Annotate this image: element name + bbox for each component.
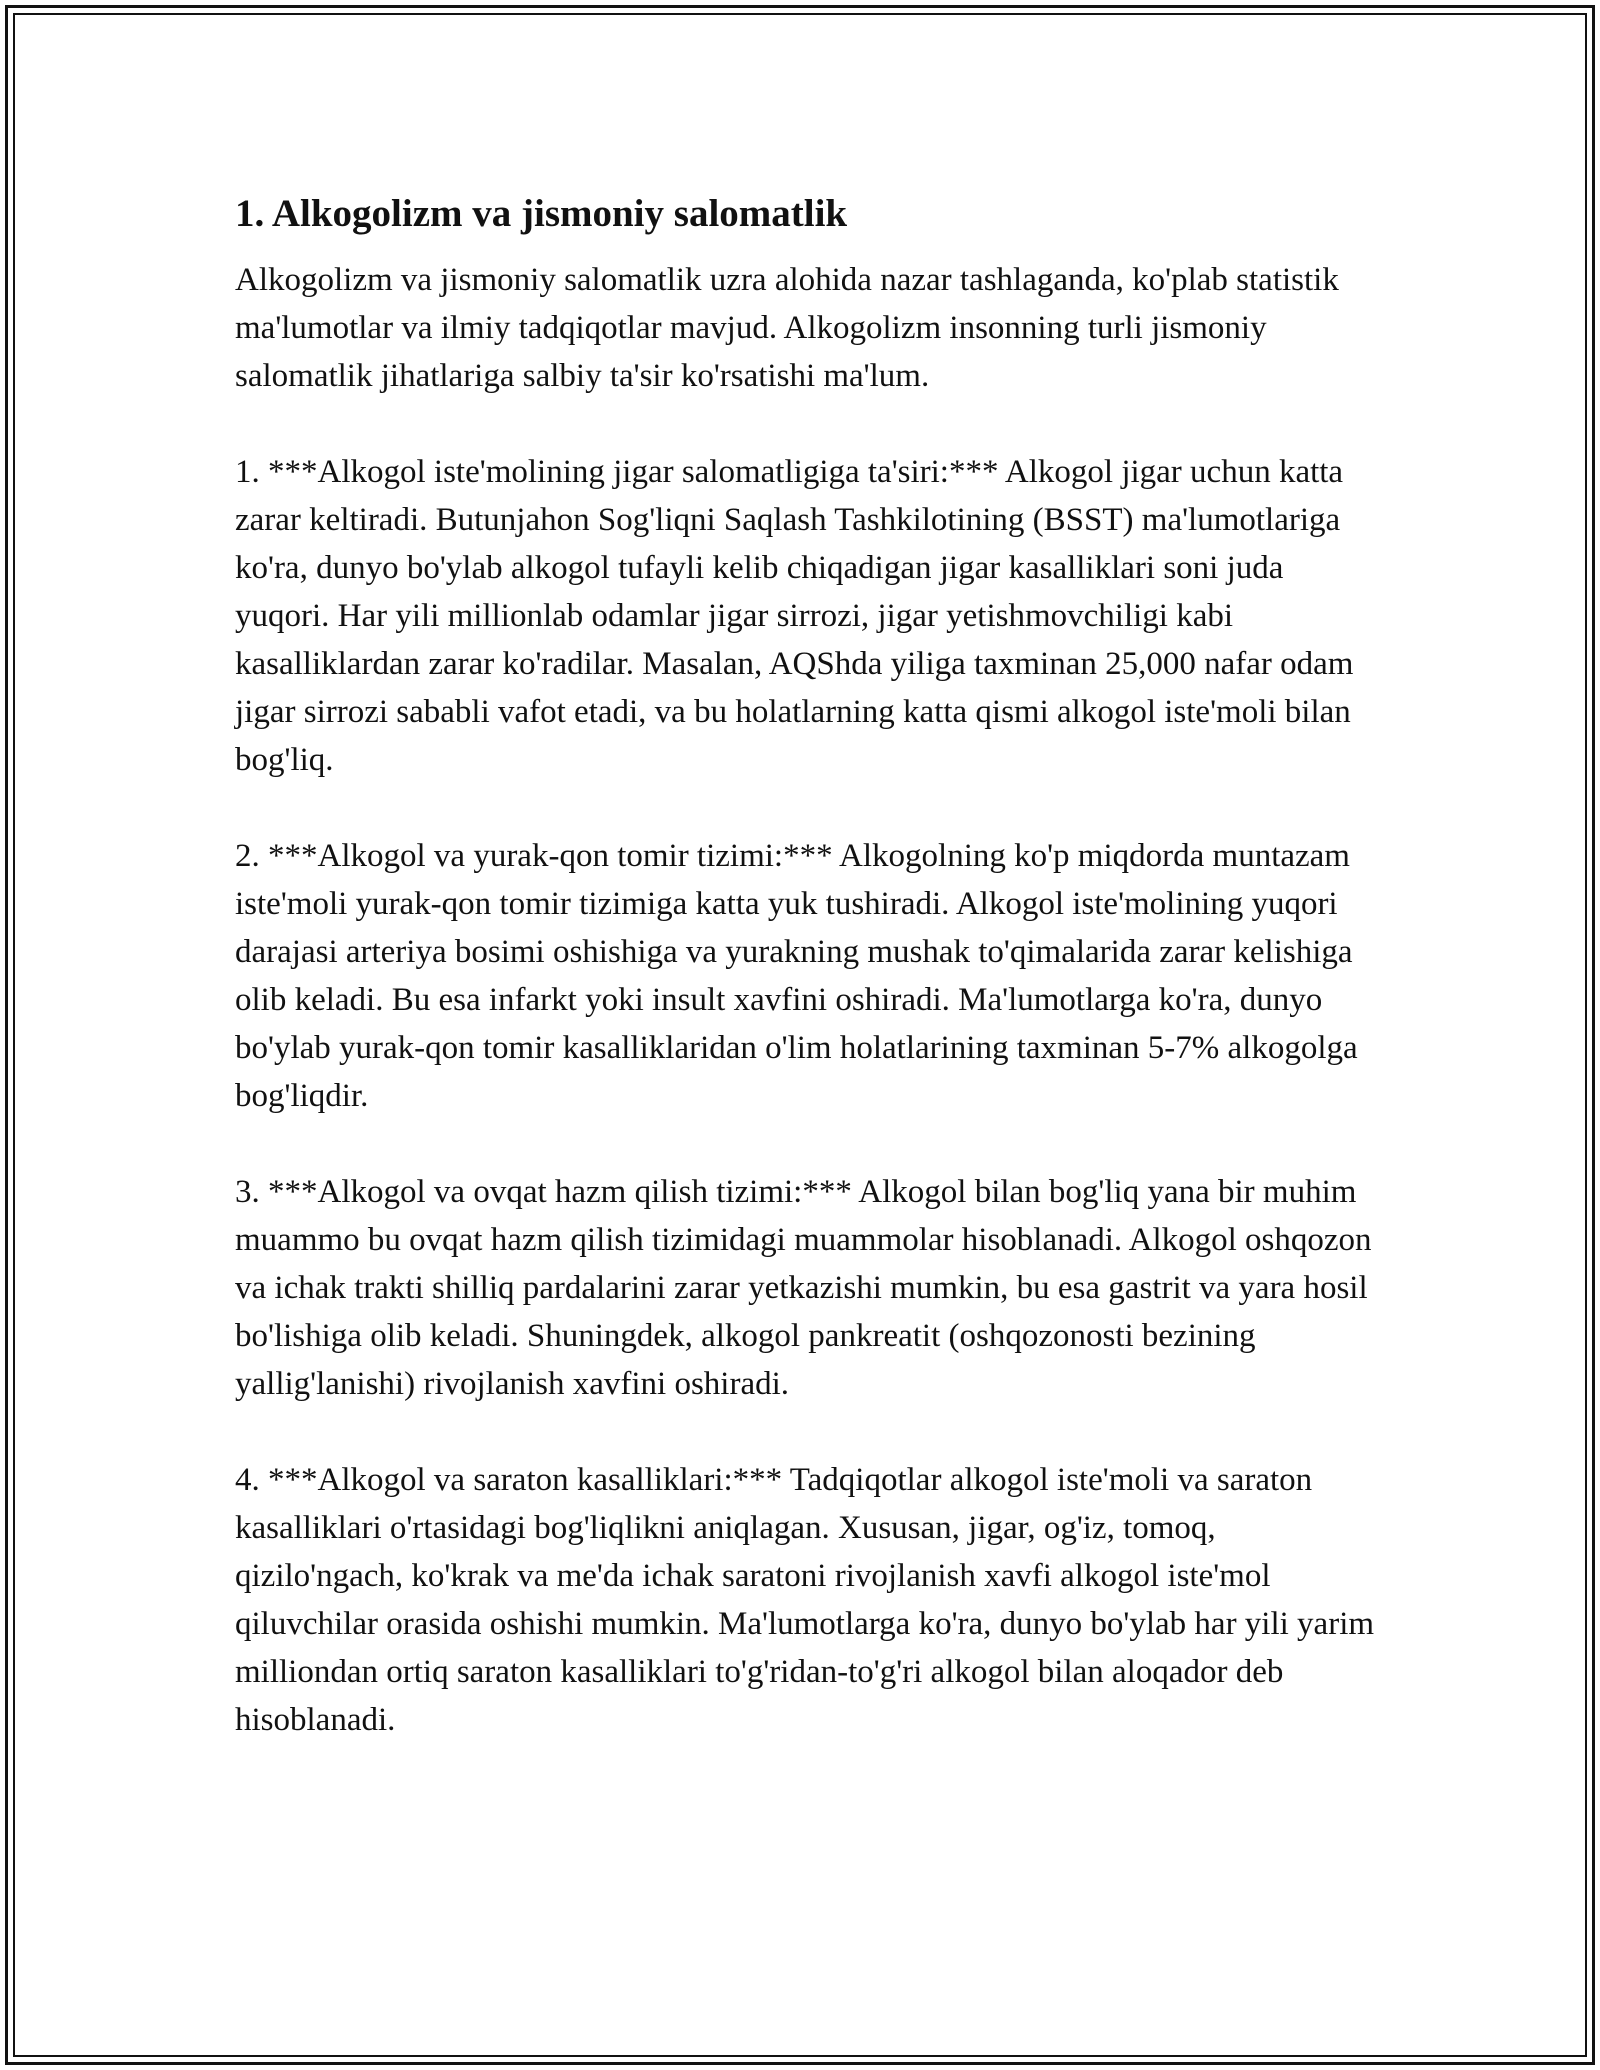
- digestive-system-paragraph: 3. ***Alkogol va ovqat hazm qilish tizimi:*** Alkogol bilan bog'liq yana bir muhim muammo bu ovqat hazm qilish tizimidagi muammolar hisoblanadi. Alkogol oshqozon va ichak trakti shilliq pardalarini zarar yetkazishi mumkin, bu esa gastrit va yara hosil bo'lishiga olib keladi. Shuningdek, alkogol pankreatit (oshqozonosti bezining yallig'lanishi) rivojlanish xavfini oshiradi.: [235, 1174, 1372, 1402]
- liver-health-paragraph: 1. ***Alkogol iste'molining jigar salomatligiga ta'siri:*** Alkogol jigar uchun katta zarar keltiradi. Butunjahon Sog'liqni Saqlash Tashkilotining (BSST) ma'lumotlariga ko'ra, dunyo bo'ylab alkogol tufayli kelib chiqadigan jigar kasalliklari soni juda yuqori. Har yili millionlab odamlar jigar sirrozi, jigar yetishmovchiligi kabi kasalliklardan zarar ko'radilar. Masalan, AQShda yiliga taxminan 25,000 nafar odam jigar sirrozi sababli vafot etadi, va bu holatlarning katta qismi alkogol iste'moli bilan bog'liq.: [235, 454, 1354, 778]
- section-heading: 1. Alkogolizm va jismoniy salomatlik: [235, 192, 848, 235]
- intro-paragraph: Alkogolizm va jismoniy salomatlik uzra alohida nazar tashlaganda, ko'plab statistik ma'lumotlar va ilmiy tadqiqotlar mavjud. Alkogolizm insonning turli jismoniy salomatlik jihatlariga salbiy ta'sir ko'rsatishi ma'lum.: [235, 262, 1339, 394]
- document-body: [235, 186, 1375, 1792]
- cancer-paragraph: 4. ***Alkogol va saraton kasalliklari:*** Tadqiqotlar alkogol iste'moli va saraton kasalliklari o'rtasidagi bog'liqlikni aniqlagan. Xususan, jigar, og'iz, tomoq, qizilo'ngach, ko'krak va me'da ichak saratoni rivojlanish xavfi alkogol iste'mol qiluvchilar orasida oshishi mumkin. Ma'lumotlarga ko'ra, dunyo bo'ylab har yili yarim milliondan ortiq saraton kasalliklari to'g'ridan-to'g'ri alkogol bilan aloqador deb hisoblanadi.: [235, 1462, 1375, 1738]
- cardiovascular-paragraph: 2. ***Alkogol va yurak-qon tomir tizimi:*** Alkogolning ko'p miqdorda muntazam iste'moli yurak-qon tomir tizimiga katta yuk tushiradi. Alkogol iste'molining yuqori darajasi arteriya bosimi oshishiga va yurakning mushak to'qimalarida zarar kelishiga olib keladi. Bu esa infarkt yoki insult xavfini oshiradi. Ma'lumotlarga ko'ra, dunyo bo'ylab yurak-qon tomir kasalliklaridan o'lim holatlarining taxminan 5-7% alkogolga bog'liqdir.: [235, 838, 1358, 1114]
